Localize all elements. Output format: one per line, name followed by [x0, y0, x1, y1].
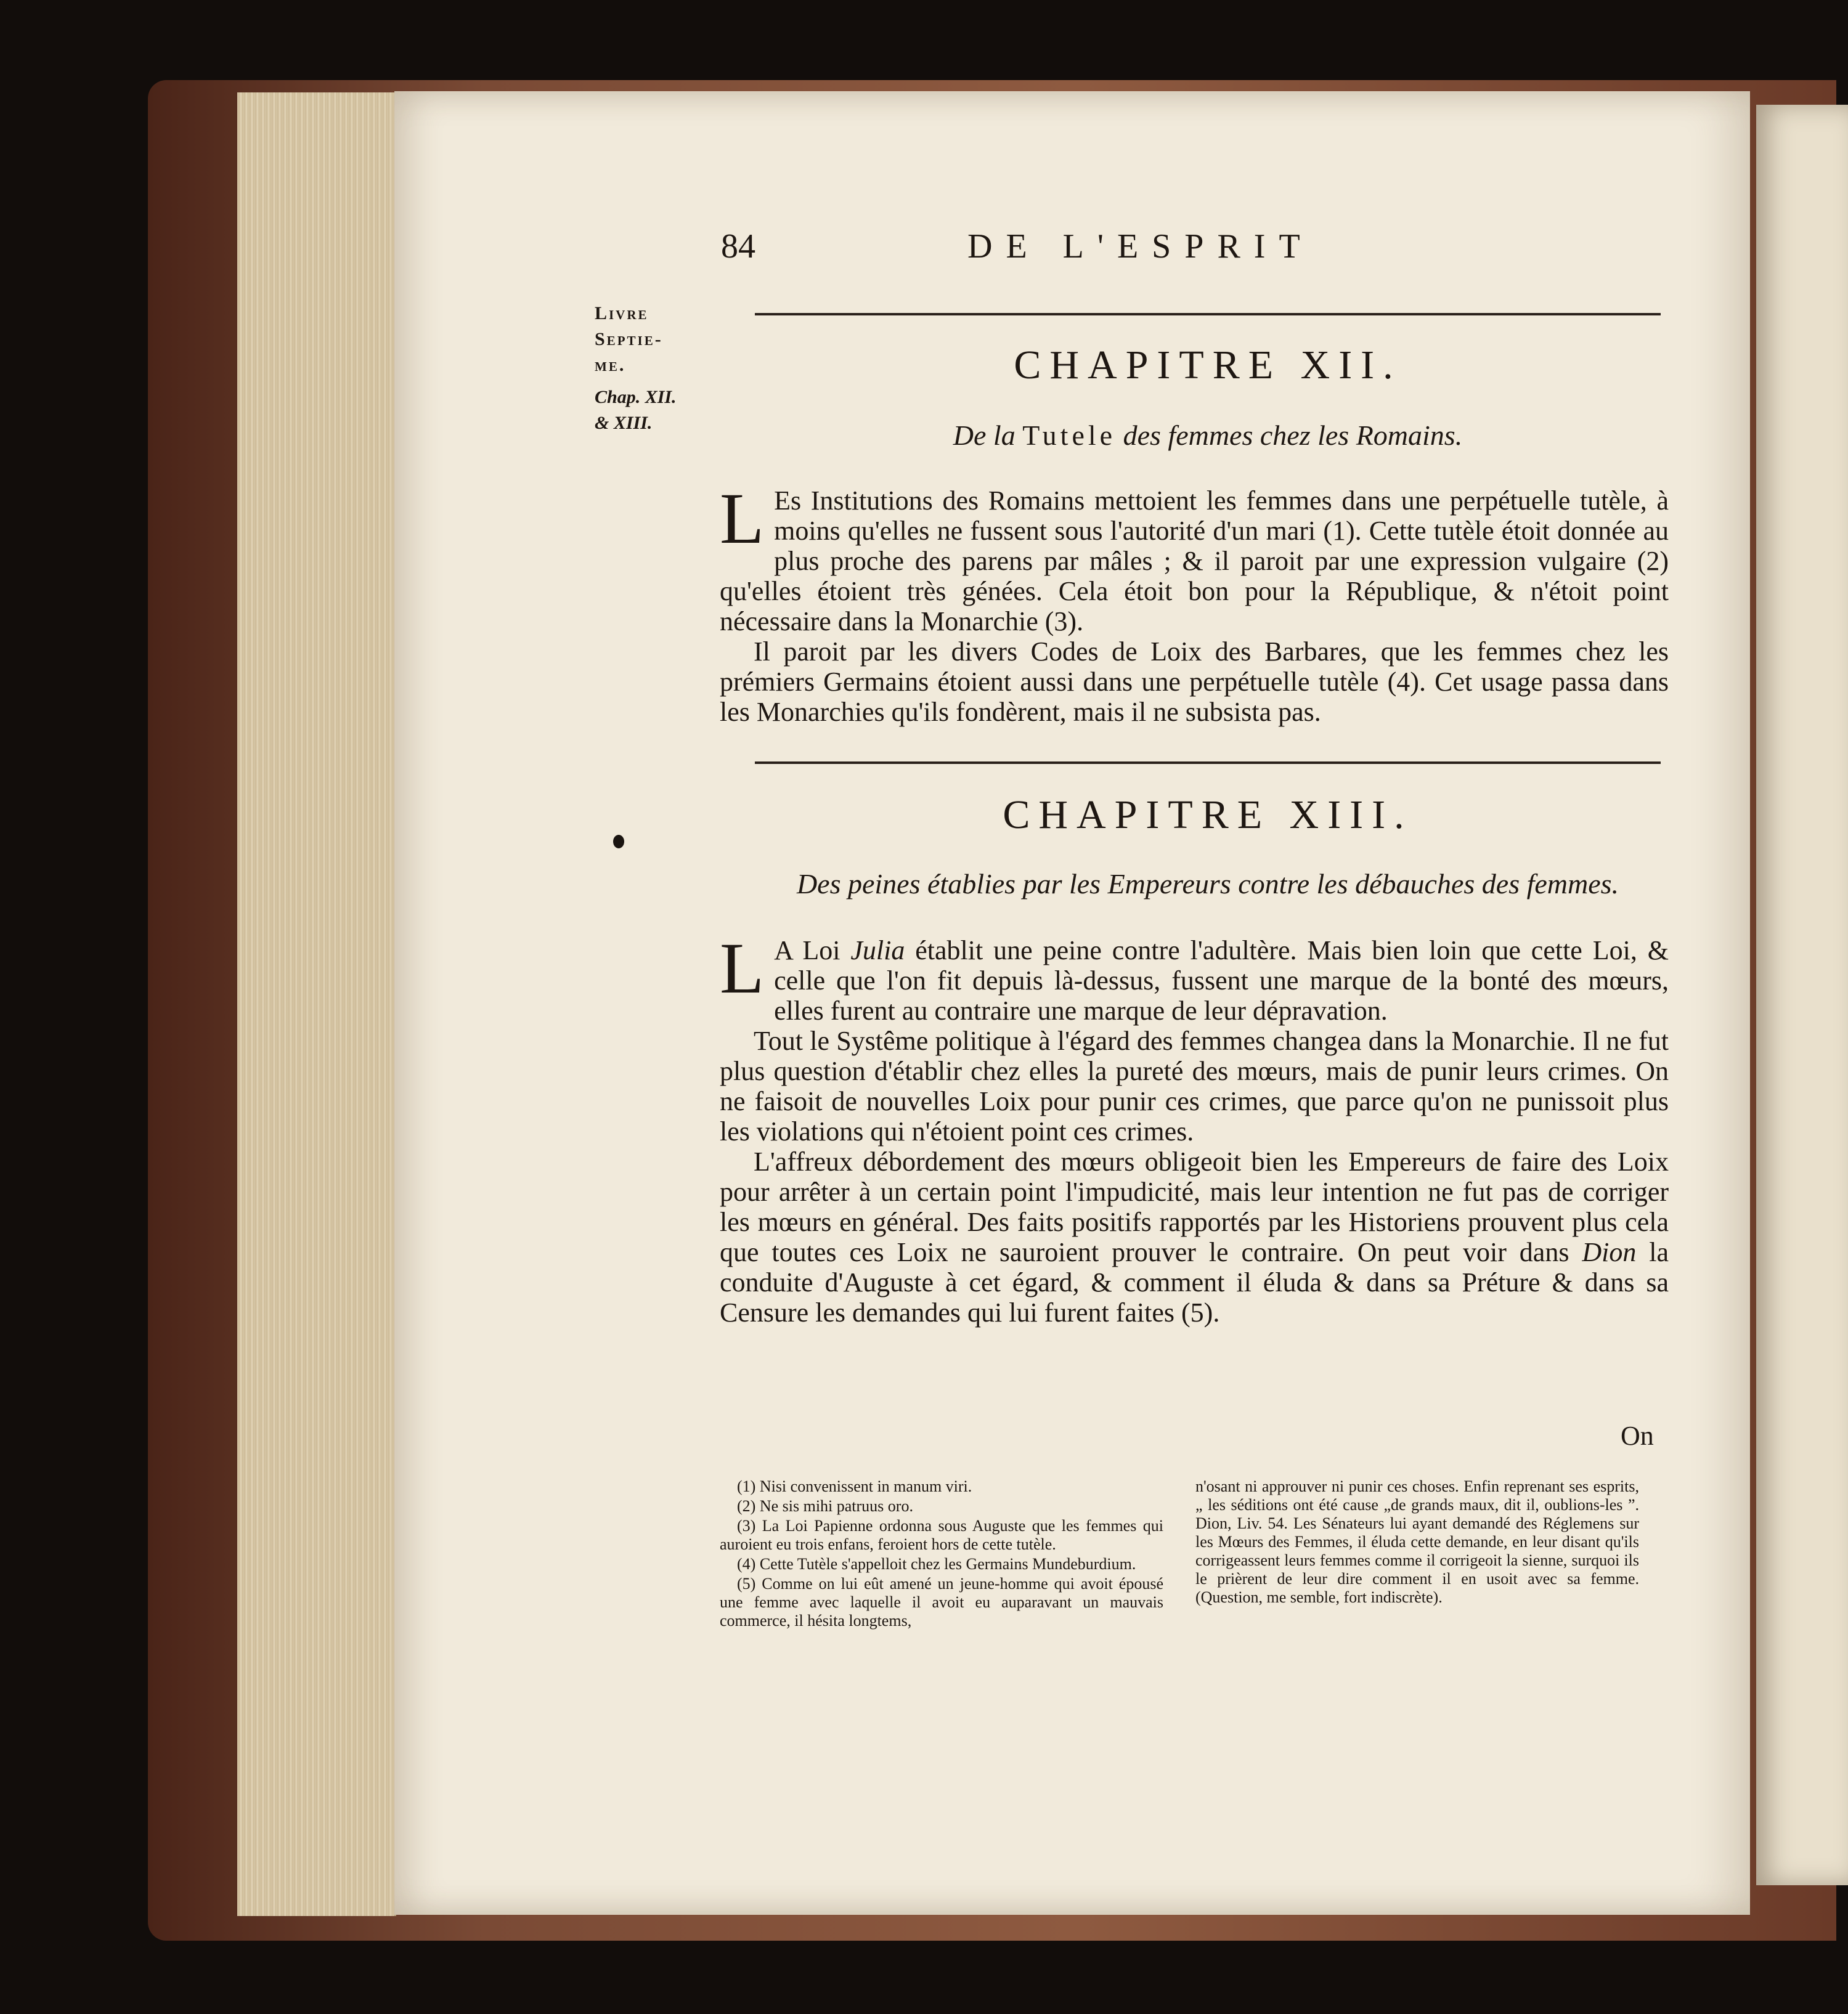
paragraph: Tout le Systême politique à l'égard des femmes changea dans la Monarchie. Il ne fut plus question d'établir chez elles la pureté des mœurs, mais de punir leurs crimes. On ne faisoit de nouvelles Loix pour punir ces crimes, que parce qu'on ne punissoit plus les violations qui n'étoient point ces crimes. — [720, 1026, 1669, 1147]
page-number: 84 — [721, 227, 755, 266]
margin-chapter-line2: & XIII. — [595, 413, 653, 433]
footnotes-right-column — [1195, 1477, 1639, 1608]
footnote: (3) La Loi Papienne ordonna sous Auguste que les femmes qui auroient eu trois enfans, feroient hors de cette tutèle. — [720, 1517, 1163, 1553]
ink-spot — [613, 835, 624, 848]
chapter-13-title: CHAPITRE XIII. — [1003, 792, 1413, 837]
paragraph-text: L'affreux débordement des mœurs obligeoit bien les Empereurs de faire des Loix pour arrêter à un certain point l'impudicité, mais leur intention ne fut pas de corriger les mœurs en général. Des faits positifs rapportés par les Historiens prouvent plus cela que toutes ces Loix ne sauroient prouver le contraire. On peut voir dans — [720, 1147, 1669, 1267]
subtitle-part: des femmes chez les Romains. — [1116, 420, 1463, 451]
italic-name: Dion — [1582, 1237, 1637, 1267]
margin-note — [595, 301, 718, 436]
footnotes-left-column — [720, 1477, 1163, 1631]
page-edges — [237, 92, 396, 1916]
catchword: On — [1621, 1421, 1654, 1451]
chapter-13-text — [720, 928, 1669, 1328]
drop-cap: L — [720, 478, 765, 559]
paragraph — [720, 928, 1669, 1026]
margin-book-line1: Livre — [595, 303, 649, 323]
subtitle-smallcaps: Tutele — [1022, 420, 1117, 451]
chapter-12-title: CHAPITRE XII. — [1014, 343, 1402, 388]
paragraph — [720, 478, 1669, 636]
footnote: (2) Ne sis mihi patruus oro. — [737, 1497, 913, 1515]
chapter-13-subtitle: Des peines établies par les Empereurs contre les débauches des femmes. — [796, 868, 1619, 899]
drop-cap: L — [720, 928, 765, 1009]
margin-book-line2: Septie- — [595, 329, 663, 349]
paragraph: Il paroit par les divers Codes de Loix des Barbares, que les femmes chez les prémiers Germains étoient aussi dans une perpétuelle tutèle (4). Cet usage passa dans les Monarchies qu'ils fondèrent, mais il ne subsista pas. — [720, 636, 1669, 727]
margin-chapter-line1: Chap. XII. — [595, 387, 677, 407]
section-rule — [755, 761, 1661, 764]
running-title: DE L'ESPRIT — [967, 227, 1314, 266]
paragraph-text: A Loi — [774, 935, 851, 965]
margin-book-line3: me. — [595, 355, 626, 375]
italic-name: Julia — [850, 935, 905, 965]
chapter-12-subtitle — [755, 419, 1661, 452]
paragraph-text: établit une peine contre l'adultère. Mais bien loin que cette Loi, & celle que l'on fit depuis là-dessus, fussent une marque de la bonté des mœurs, elles furent au contraire une marque de leur dépravation. — [774, 935, 1669, 1026]
paragraph — [720, 1147, 1669, 1328]
paragraph-text: la conduite d'Auguste à cet égard, & comment il éluda & dans sa Préture & dans sa Censure les demandes qui lui furent faites (5). — [720, 1237, 1669, 1328]
header-rule — [755, 313, 1661, 315]
facing-page-edge — [1756, 105, 1848, 1885]
footnote-continuation: n'osant ni approuver ni punir ces choses. Enfin reprenant ses esprits, „ les séditions ont été cause „de grands maux, dit il, oublions-les ”. Dion, Liv. 54. Les Sénateurs lui ayant demandé des Réglemens sur les Mœurs des Femmes, il éluda cette demande, en leur disant qu'ils corrigeassent leurs femmes comme il corrigeoit la sienne, surquoi ils le prièrent de leur dire comment il en usoit avec sa femme. (Question, me semble, fort indiscrète). — [1195, 1477, 1639, 1606]
footnote: (5) Comme on lui eût amené un jeune-homme qui avoit épousé une femme avec laquelle il avoit eu auparavant un mauvais commerce, il hésita longtems, — [720, 1575, 1163, 1630]
footnote: (1) Nisi convenissent in manum viri. — [737, 1477, 972, 1495]
subtitle-part: De la — [953, 420, 1023, 451]
chapter-12-text — [720, 478, 1669, 727]
paragraph-text: Es Institutions des Romains mettoient les femmes dans une perpétuelle tutèle, à moins qu'elles ne fussent sous l'autorité d'un mari (1). Cette tutèle étoit donnée au plus proche des parens par mâles ; & il paroit par une expression vulgaire (2) qu'elles étoient très génées. Cela étoit bon pour la République, & n'étoit point nécessaire dans la Monarchie (3). — [720, 485, 1669, 636]
footnote: (4) Cette Tutèle s'appelloit chez les Germains Mundeburdium. — [737, 1555, 1136, 1573]
